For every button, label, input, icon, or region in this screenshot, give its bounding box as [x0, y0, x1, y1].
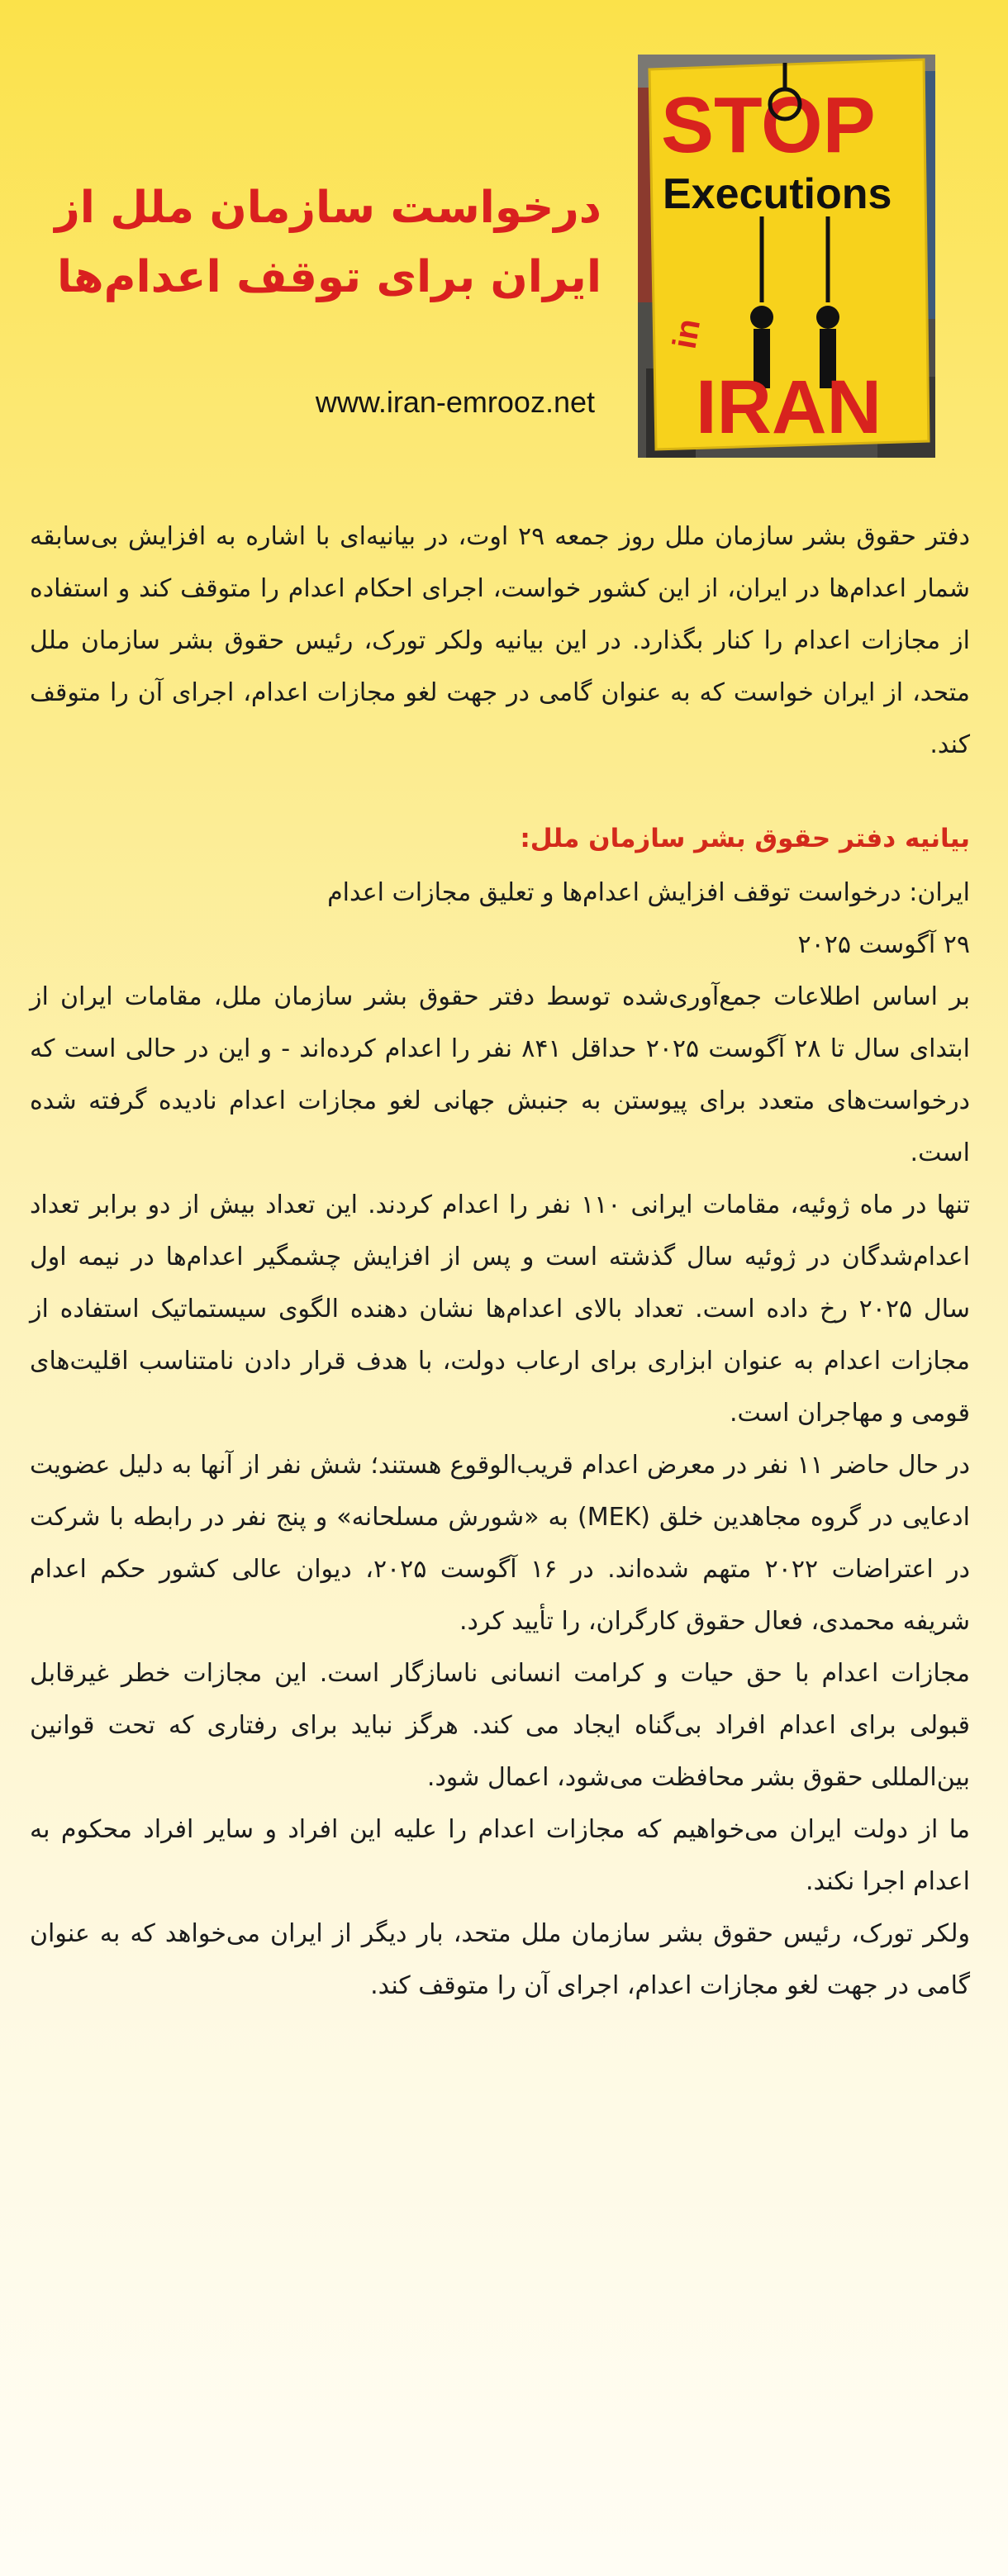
statement-paragraph: مجازات اعدام با حق حیات و کرامت انسانی ناسازگار است. این مجازات خطر غیرقابل قبولی برای اعدام افراد بی‌گناه ایجاد می کند. هرگز نباید برای رفتاری که تحت قوانین بین‌المللی حقوق بشر محافظت می‌شود، اعمال شود.	[30, 1659, 970, 1792]
sign-iran-text: IRAN	[696, 365, 882, 449]
sign-in-text: in	[666, 316, 708, 352]
protest-sign-photo	[638, 55, 935, 458]
statement-title: بیانیه دفتر حقوق بشر سازمان ملل:	[520, 824, 970, 853]
source-site-url: www.iran-emrooz.net	[315, 385, 595, 419]
headline-line-1: درخواست سازمان ملل از	[55, 183, 601, 233]
statement-date: ۲۹ آگوست ۲۰۲۵	[797, 930, 970, 959]
statement-paragraph: بر اساس اطلاعات جمع‌آوری‌شده توسط دفتر حقوق بشر سازمان ملل، مقامات ایران از ابتدای سال تا ۲۸ آگوست ۲۰۲۵ حداقل ۸۴۱ نفر را اعدام کرده‌اند - و این در حالی است که درخواست‌های متعدد برای پیوستن به جنبش جهانی لغو مجازات اعدام نادیده گرفته شده است.	[30, 982, 970, 1167]
statement-subtitle: ایران: درخواست توقف افزایش اعدام‌ها و تعلیق مجازات اعدام	[327, 878, 970, 907]
statement-paragraph: تنها در ماه ژوئیه، مقامات ایرانی ۱۱۰ نفر را اعدام کردند. این تعداد بیش از دو برابر تعداد اعدام‌شدگان در ژوئیه سال گذشته است و پس از افزایش چشمگیر اعدام‌ها در نیمه اول سال ۲۰۲۵ رخ داده است. تعداد بالای اعدام‌ها نشان دهنده الگوی سیستماتیک استفاده از مجازات اعدام به عنوان ابزاری برای ارعاب دولت، با هدف قرار دادن نامتناسب اقلیت‌های قومی و مهاجران است.	[30, 1191, 970, 1428]
statement-paragraph: ولکر تورک، رئیس حقوق بشر سازمان ملل متحد، بار دیگر از ایران می‌خواهد که به عنوان گامی در جهت لغو مجازات اعدام، اجرای آن را متوقف کند.	[30, 1919, 970, 2000]
headline-line-2: ایران برای توقف اعدام‌ها	[56, 252, 601, 302]
stop-executions-sign-image	[638, 55, 935, 458]
sign-executions-text: Executions	[663, 170, 892, 218]
intro-paragraph: دفتر حقوق بشر سازمان ملل روز جمعه ۲۹ اوت، در بیانیه‌ای با اشاره به افزایش بی‌سابقه شمار اعدام‌ها در ایران، از این کشور خواست، اجرای احکام اعدام را متوقف کند و استفاده از مجازات اعدام را کنار بگذارد. در این بیانیه ولکر تورک، رئیس حقوق بشر سازمان ملل متحد، از ایران خواست که به عنوان گامی در جهت لغو مجازات اعدام، اجرای آن را متوقف کند.	[30, 522, 970, 759]
article-body	[30, 511, 970, 2012]
statement-paragraph: در حال حاضر ۱۱ نفر در معرض اعدام قریب‌الوقوع هستند؛ شش نفر از آنها به دلیل عضویت ادعایی در گروه مجاهدین خلق (MEK) به «شورش مسلحانه» و پنج نفر در رابطه با شرکت در اعتراضات ۲۰۲۲ متهم شده‌اند. در ۱۶ آگوست ۲۰۲۵، دیوان عالی کشور حکم اعدام شریفه محمدی، فعال حقوق کارگران، را تأیید کرد.	[30, 1451, 970, 1636]
article-headline	[55, 173, 601, 312]
statement-paragraph: ما از دولت ایران می‌خواهیم که مجازات اعدام را علیه این افراد و سایر افراد محکوم به اعدام اجرا نکند.	[30, 1815, 970, 1896]
sign-stop-text: STOP	[661, 81, 876, 169]
